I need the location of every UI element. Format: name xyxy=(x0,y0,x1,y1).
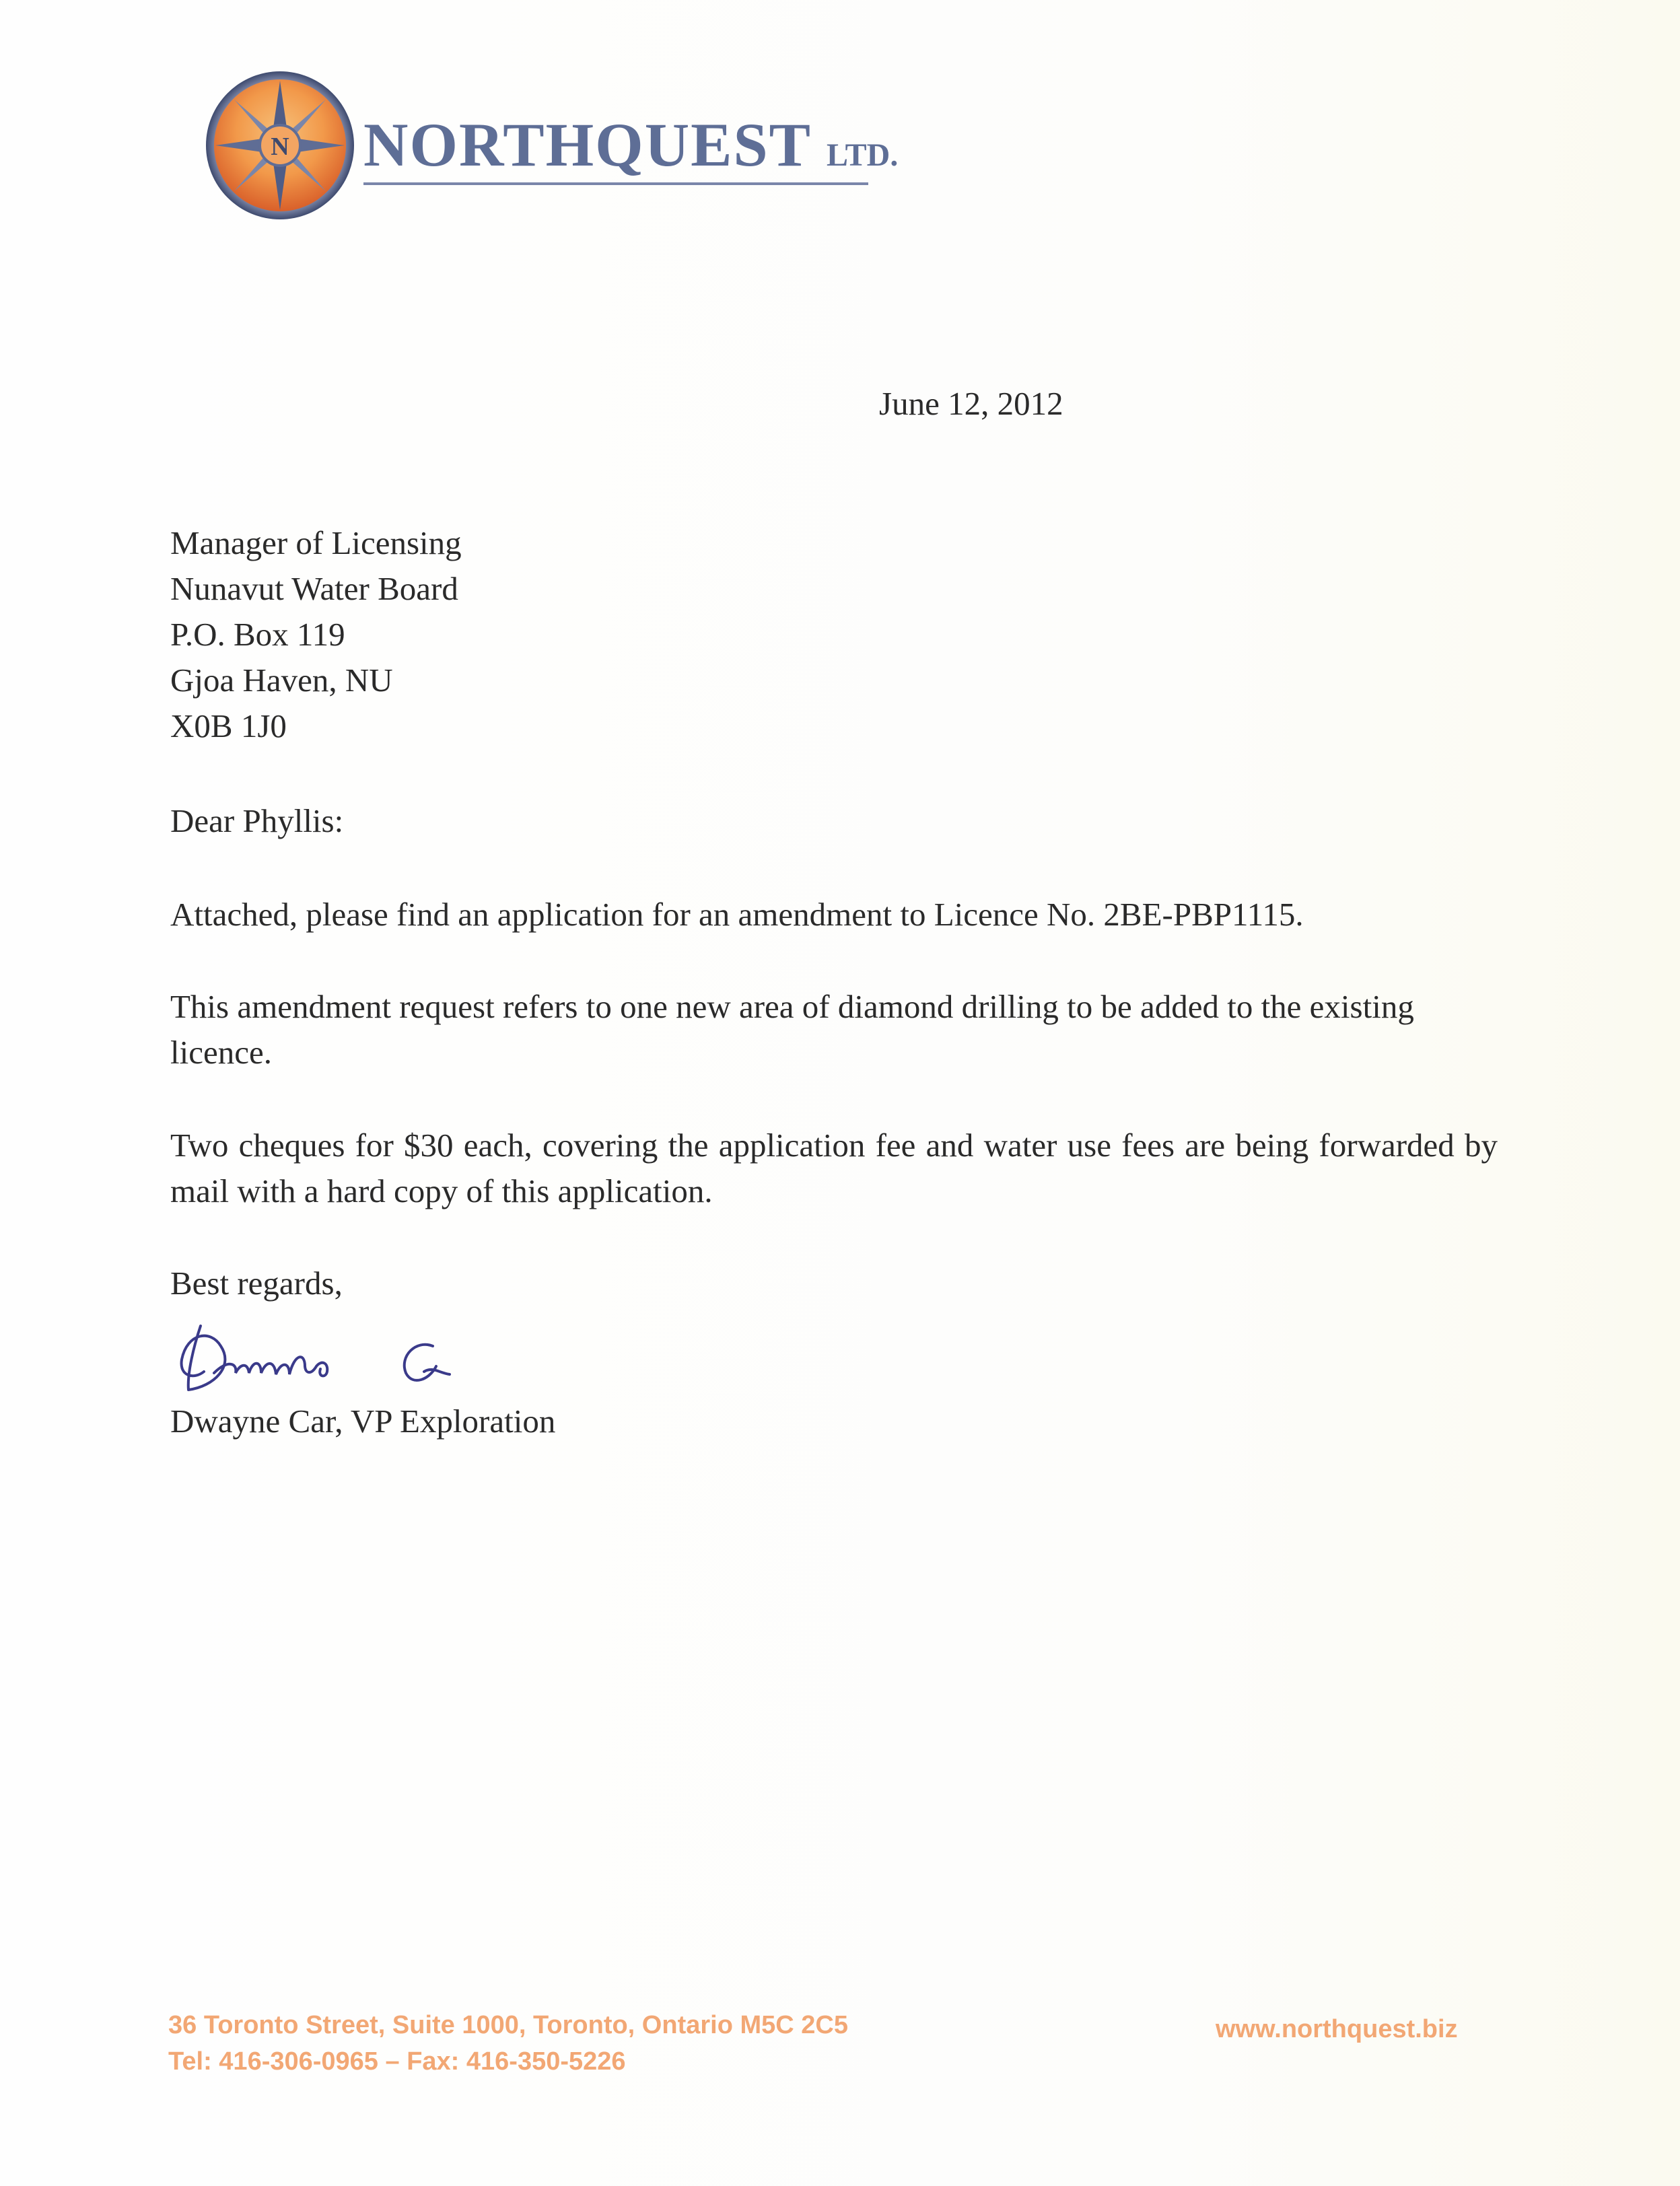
wordmark-underline xyxy=(363,180,868,187)
company-suffix: LTD. xyxy=(827,137,899,173)
recipient-line: Manager of Licensing xyxy=(170,524,462,561)
footer-website[interactable]: www.northquest.biz xyxy=(1216,2015,1458,2043)
recipient-address xyxy=(170,520,462,749)
emblem-letter: N xyxy=(271,133,289,161)
company-wordmark xyxy=(363,109,898,183)
recipient-line: X0B 1J0 xyxy=(170,707,287,744)
company-logo xyxy=(202,67,899,229)
handwritten-signature xyxy=(174,1299,490,1407)
body-paragraph: Attached, please find an application for an amendment to Licence No. 2BE-PBP1115. xyxy=(170,896,1304,933)
company-name: NORTHQUEST xyxy=(363,110,812,179)
compass-emblem-icon xyxy=(202,67,358,223)
recipient-line: Nunavut Water Board xyxy=(170,570,458,607)
footer-address: 36 Toronto Street, Suite 1000, Toronto, Ontario M5C 2C5 xyxy=(168,2011,848,2039)
signer-name: Dwayne Car, VP Exploration xyxy=(170,1403,556,1440)
recipient-line: P.O. Box 119 xyxy=(170,616,345,653)
salutation: Dear Phyllis: xyxy=(170,802,344,839)
body-paragraph: Two cheques for $30 each, covering the application fee and water use fees are being forwarded by mail with a hard copy of this application. xyxy=(170,1127,1498,1209)
letter-date: June 12, 2012 xyxy=(879,385,1063,422)
body-paragraph: This amendment request refers to one new area of diamond drilling to be added to the existing licence. xyxy=(170,988,1414,1071)
footer-phone-fax: Tel: 416-306-0965 – Fax: 416-350-5226 xyxy=(168,2047,626,2076)
footer-contact xyxy=(168,2007,848,2080)
closing: Best regards, xyxy=(170,1265,343,1302)
recipient-line: Gjoa Haven, NU xyxy=(170,662,393,699)
